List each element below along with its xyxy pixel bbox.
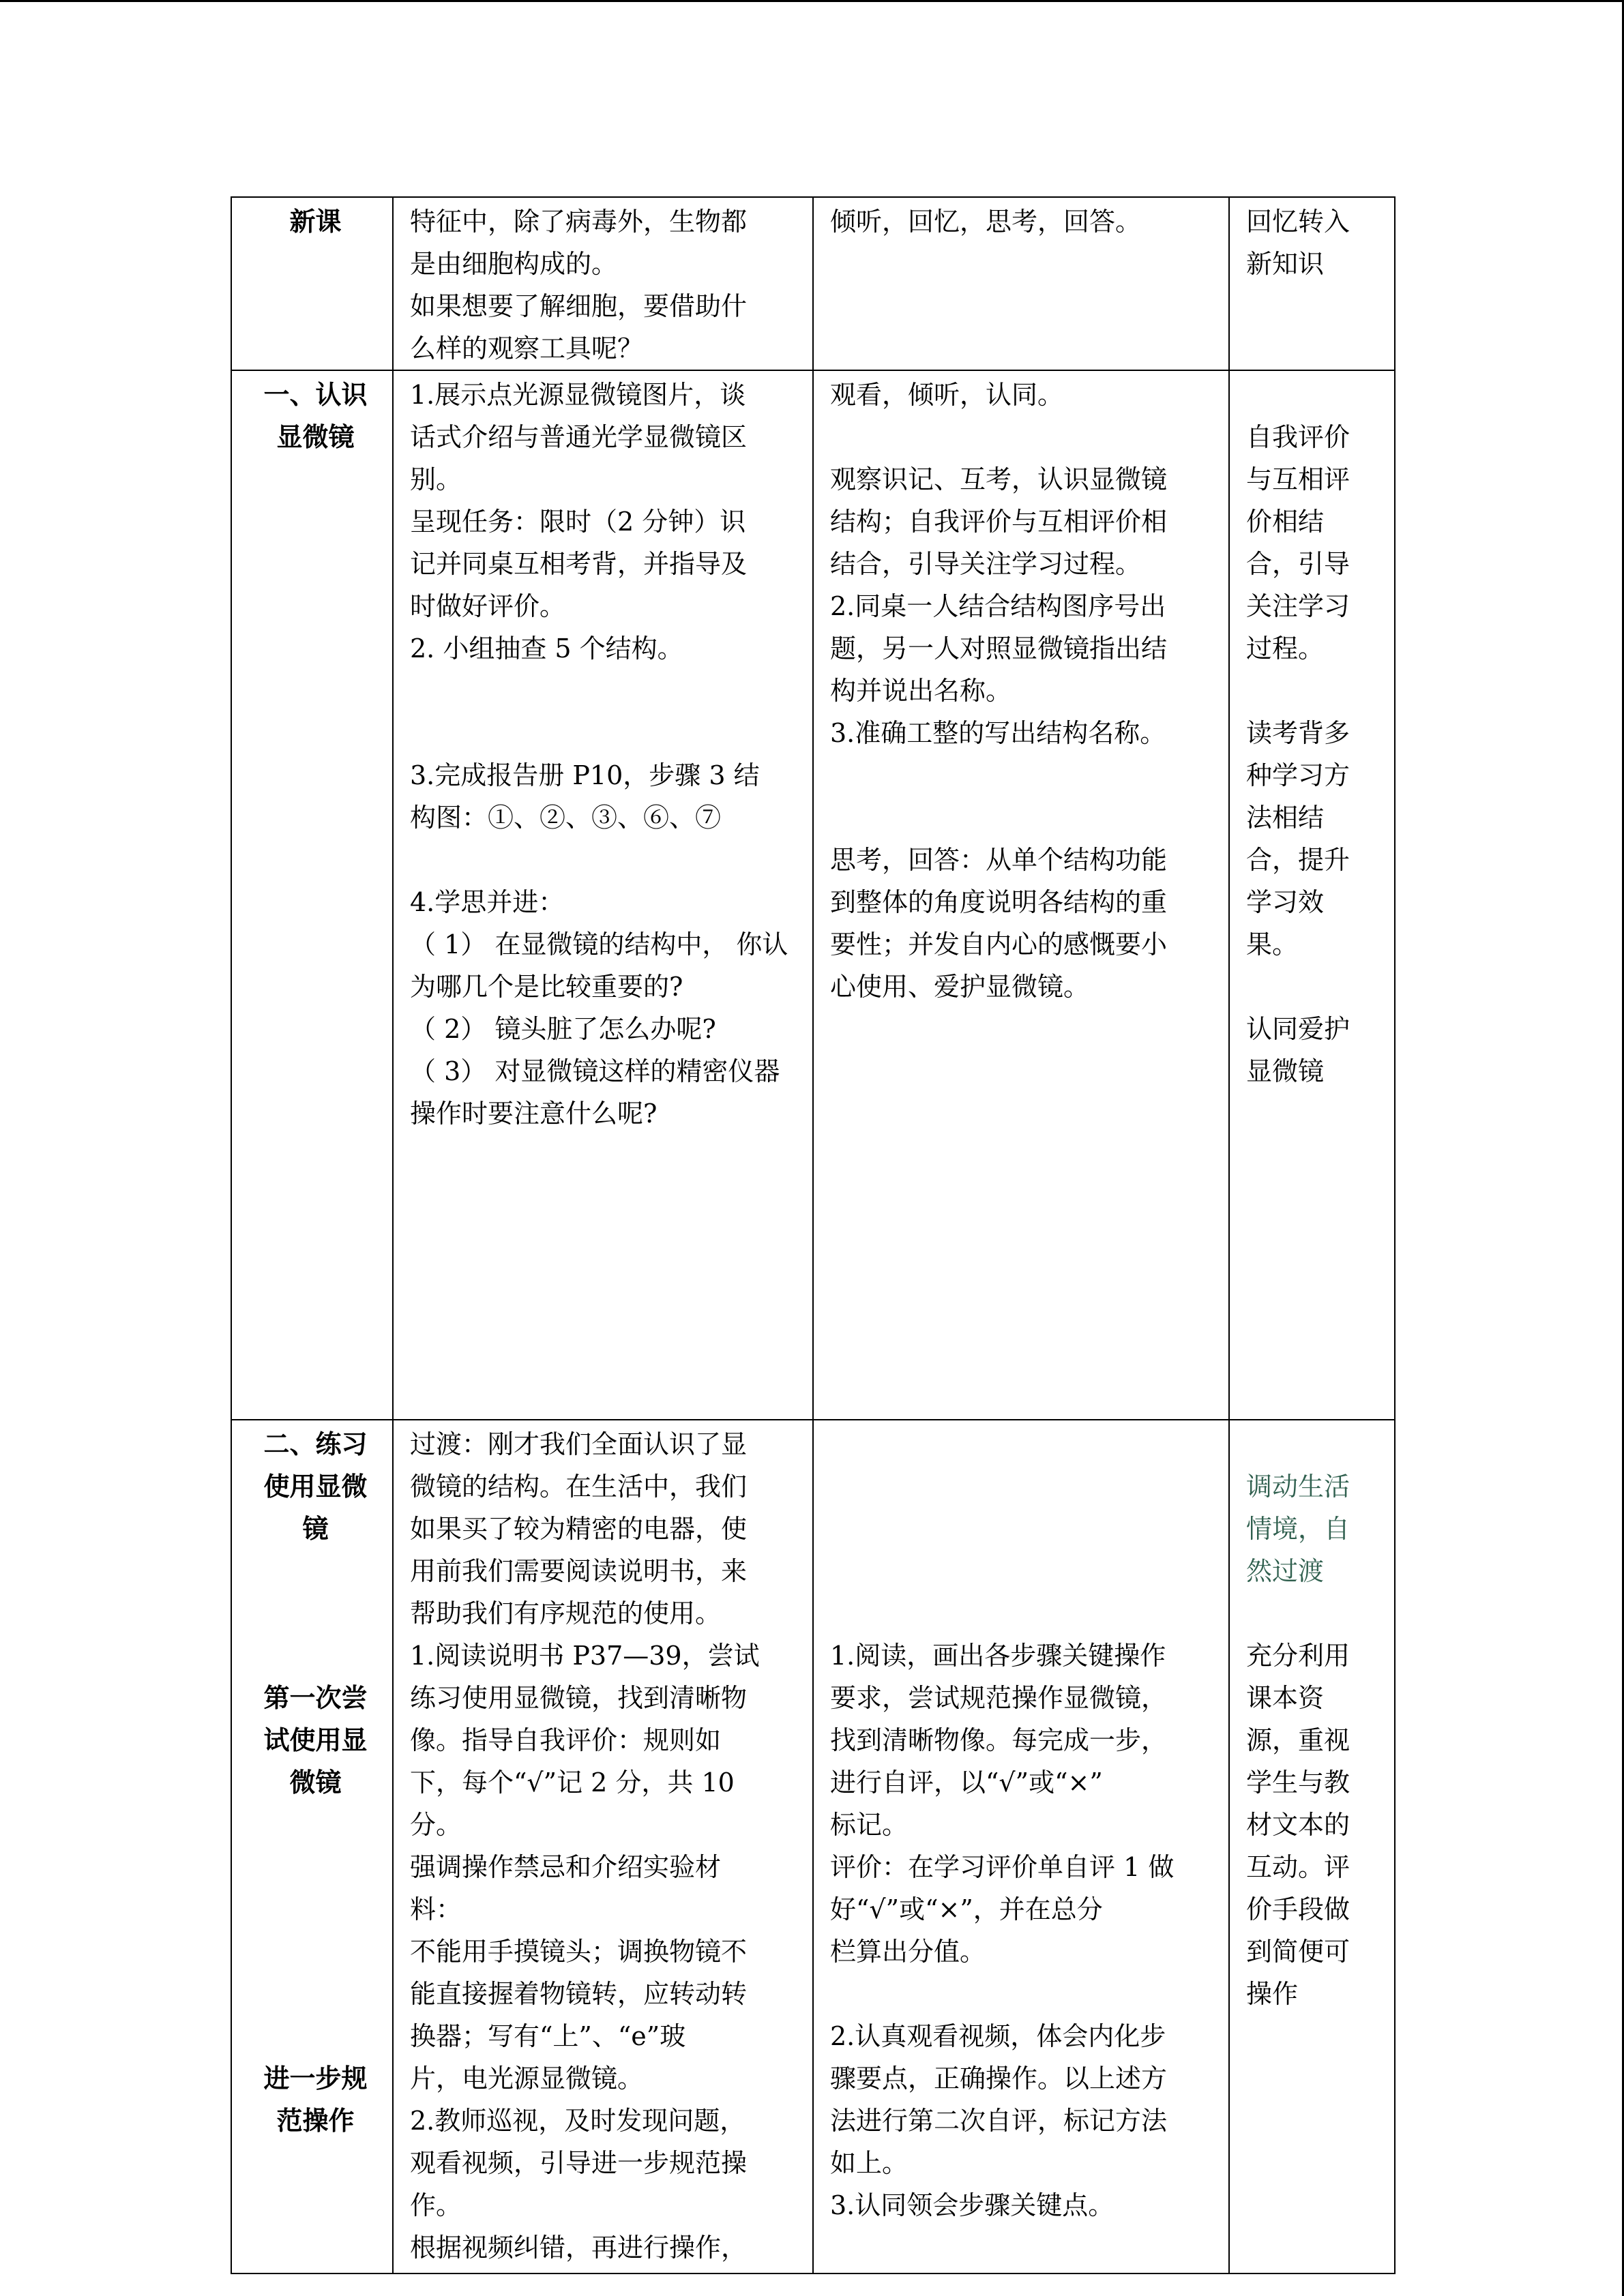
stage-line: 一、认识 [263,379,368,410]
purpose-line: 法相结 [1246,803,1325,833]
teacher-line: 根据视频纠错，再进行操作， [410,2233,748,2263]
student-activity-cell [813,370,1229,1420]
student-line: 要性；并发自内心的感慨要小 [830,929,1168,959]
purpose-line: 然过渡 [1246,1556,1325,1586]
purpose-line: 关注学习 [1246,591,1350,621]
teacher-line: 观看视频，引导进一步规范操 [410,2148,748,2178]
purpose-line: 合，引导 [1246,549,1350,579]
purpose-line: 价手段做 [1246,1894,1350,1924]
page-top-border [0,0,1624,2]
teacher-line: （ 3） 对显微镜这样的精密仪器 [410,1056,780,1086]
teacher-line: 微镜的结构。在生活中，我们 [410,1472,748,1502]
student-line: 观察识记、互考，认识显微镜 [830,464,1168,494]
student-line: 进行自评，以“√”或“×” [830,1768,1103,1798]
table-row-know-microscope [231,370,1395,1420]
teacher-line: 是由细胞构成的。 [410,249,618,279]
purpose-line: 回忆转入 [1246,207,1350,237]
teacher-activity-cell [393,197,813,370]
purpose-line: 种学习方 [1246,760,1350,790]
teacher-line: （ 2） 镜头脏了怎么办呢? [410,1014,716,1044]
student-line: 法进行第二次自评，标记方法 [830,2106,1168,2136]
teacher-line: 2.教师巡视，及时发现问题， [410,2106,746,2136]
student-line: 心使用、爱护显微镜。 [830,972,1090,1002]
student-activity-cell [813,197,1229,370]
student-line: 栏算出分值。 [830,1937,986,1967]
student-line: 思考，回答：从单个结构功能 [830,845,1168,875]
stage-line: 第一次尝 [263,1682,368,1713]
student-line: 2.同桌一人结合结构图序号出 [830,591,1166,621]
student-line: 3.准确工整的写出结构名称。 [830,718,1166,748]
teacher-line: 1.展示点光源显微镜图片，谈 [410,380,746,410]
student-line: 骤要点，正确操作。以上述方 [830,2063,1168,2093]
teacher-line: 分。 [410,1810,462,1840]
student-line: 结合，引导关注学习过程。 [830,549,1142,579]
teacher-line: 为哪几个是比较重要的? [410,972,683,1002]
purpose-line: 充分利用 [1246,1641,1350,1671]
purpose-line: 与互相评 [1246,464,1350,494]
teacher-line: 时做好评价。 [410,591,566,621]
teacher-activity-cell [393,370,813,1420]
stage-line: 微镜 [289,1767,342,1798]
purpose-line: 情境，自 [1246,1514,1350,1544]
purpose-line: 合，提升 [1246,845,1350,875]
student-line: 评价：在学习评价单自评 1 做 [830,1852,1175,1882]
teacher-activity-cell [393,1420,813,2273]
stage-cell [231,370,393,1420]
student-line: 标记。 [830,1810,909,1840]
teacher-line: 换器；写有“上”、“e”玻 [410,2021,686,2051]
stage-line: 使用显微 [263,1471,368,1502]
student-line: 构并说出名称。 [830,676,1012,706]
teacher-line: 记并同桌互相考背，并指导及 [410,549,748,579]
purpose-line: 调动生活 [1246,1472,1350,1502]
teacher-line: 料： [410,1894,462,1924]
student-activity-cell [813,1420,1229,2273]
teacher-line: 片，电光源显微镜。 [410,2063,644,2093]
purpose-line: 价相结 [1246,507,1325,537]
purpose-cell [1229,370,1395,1420]
purpose-line: 课本资 [1246,1683,1325,1713]
teacher-line: 如果买了较为精密的电器，使 [410,1514,748,1544]
teacher-line: 别。 [410,464,462,494]
teacher-line: 下，每个“√”记 2 分，共 10 [410,1768,735,1798]
student-line: 到整体的角度说明各结构的重 [830,887,1168,917]
teacher-line: 练习使用显微镜，找到清晰物 [410,1683,748,1713]
teacher-line: 2. 小组抽查 5 个结构。 [410,633,683,664]
student-line: 观看，倾听，认同。 [830,380,1064,410]
teacher-line: 操作时要注意什么呢? [410,1099,658,1129]
purpose-line: 读考背多 [1246,718,1350,748]
teacher-line: 3.完成报告册 P10，步骤 3 结 [410,760,760,790]
teacher-line: （ 1） 在显微镜的结构中， 你认 [410,929,788,959]
teacher-line: 作。 [410,2190,462,2220]
student-line: 如上。 [830,2148,909,2178]
teacher-line: 构图：①、②、③、⑥、⑦ [410,803,722,833]
table-row-new-lesson [231,197,1395,370]
student-line: 好“√”或“×”，并在总分 [830,1894,1103,1924]
teacher-line: 能直接握着物镜转，应转动转 [410,1979,748,2009]
purpose-cell [1229,1420,1395,2273]
student-line: 2.认真观看视频，体会内化步 [830,2021,1166,2051]
lesson-plan-table [231,196,1396,2274]
stage-line: 显微镜 [276,421,355,452]
teacher-line: 帮助我们有序规范的使用。 [410,1598,722,1628]
stage-line: 镜 [302,1513,329,1544]
purpose-line: 材文本的 [1246,1810,1350,1840]
teacher-line: 么样的观察工具呢？ [410,333,644,363]
teacher-line: 过渡：刚才我们全面认识了显 [410,1429,748,1459]
teacher-line: 话式介绍与普通光学显微镜区 [410,422,748,452]
purpose-line: 操作 [1246,1979,1299,2009]
teacher-line: 强调操作禁忌和介绍实验材 [410,1852,722,1882]
stage-line: 二、练习 [263,1429,368,1459]
stage-line: 进一步规 [263,2063,368,2093]
purpose-cell [1229,197,1395,370]
student-line: 倾听，回忆，思考，回答。 [830,207,1142,237]
stage-line: 试使用显 [263,1725,368,1755]
teacher-line: 如果想要了解细胞，要借助什 [410,291,748,321]
teacher-line: 用前我们需要阅读说明书，来 [410,1556,748,1586]
teacher-line: 1.阅读说明书 P37—39，尝试 [410,1641,760,1671]
student-line: 找到清晰物像。每完成一步， [830,1725,1168,1755]
stage-cell [231,1420,393,2273]
teacher-line: 不能用手摸镜头；调换物镜不 [410,1937,748,1967]
stage-line: 新课 [289,206,342,237]
student-line: 结构；自我评价与互相评价相 [830,507,1168,537]
purpose-line: 过程。 [1246,633,1325,664]
purpose-line: 认同爱护 [1246,1014,1350,1044]
purpose-line: 互动。评 [1246,1852,1350,1882]
purpose-line: 自我评价 [1246,422,1350,452]
teacher-line: 像。指导自我评价：规则如 [410,1725,722,1755]
stage-line: 范操作 [276,2105,355,2136]
teacher-line: 呈现任务：限时（2 分钟）识 [410,507,746,537]
purpose-line: 新知识 [1246,249,1325,279]
student-line: 要求，尝试规范操作显微镜， [830,1683,1168,1713]
table-row-practice-microscope [231,1420,1395,2273]
purpose-line: 学习效 [1246,887,1325,917]
student-line: 1.阅读，画出各步骤关键操作 [830,1641,1166,1671]
student-line: 3.认同领会步骤关键点。 [830,2190,1114,2220]
teacher-line: 特征中，除了病毒外，生物都 [410,207,748,237]
teacher-line: 4.学思并进： [410,887,565,917]
purpose-line: 果。 [1246,929,1299,959]
purpose-line: 源，重视 [1246,1725,1350,1755]
student-line: 题，另一人对照显微镜指出结 [830,633,1168,664]
purpose-line: 显微镜 [1246,1056,1325,1086]
purpose-line: 到简便可 [1246,1937,1350,1967]
purpose-line: 学生与教 [1246,1768,1350,1798]
stage-cell [231,197,393,370]
